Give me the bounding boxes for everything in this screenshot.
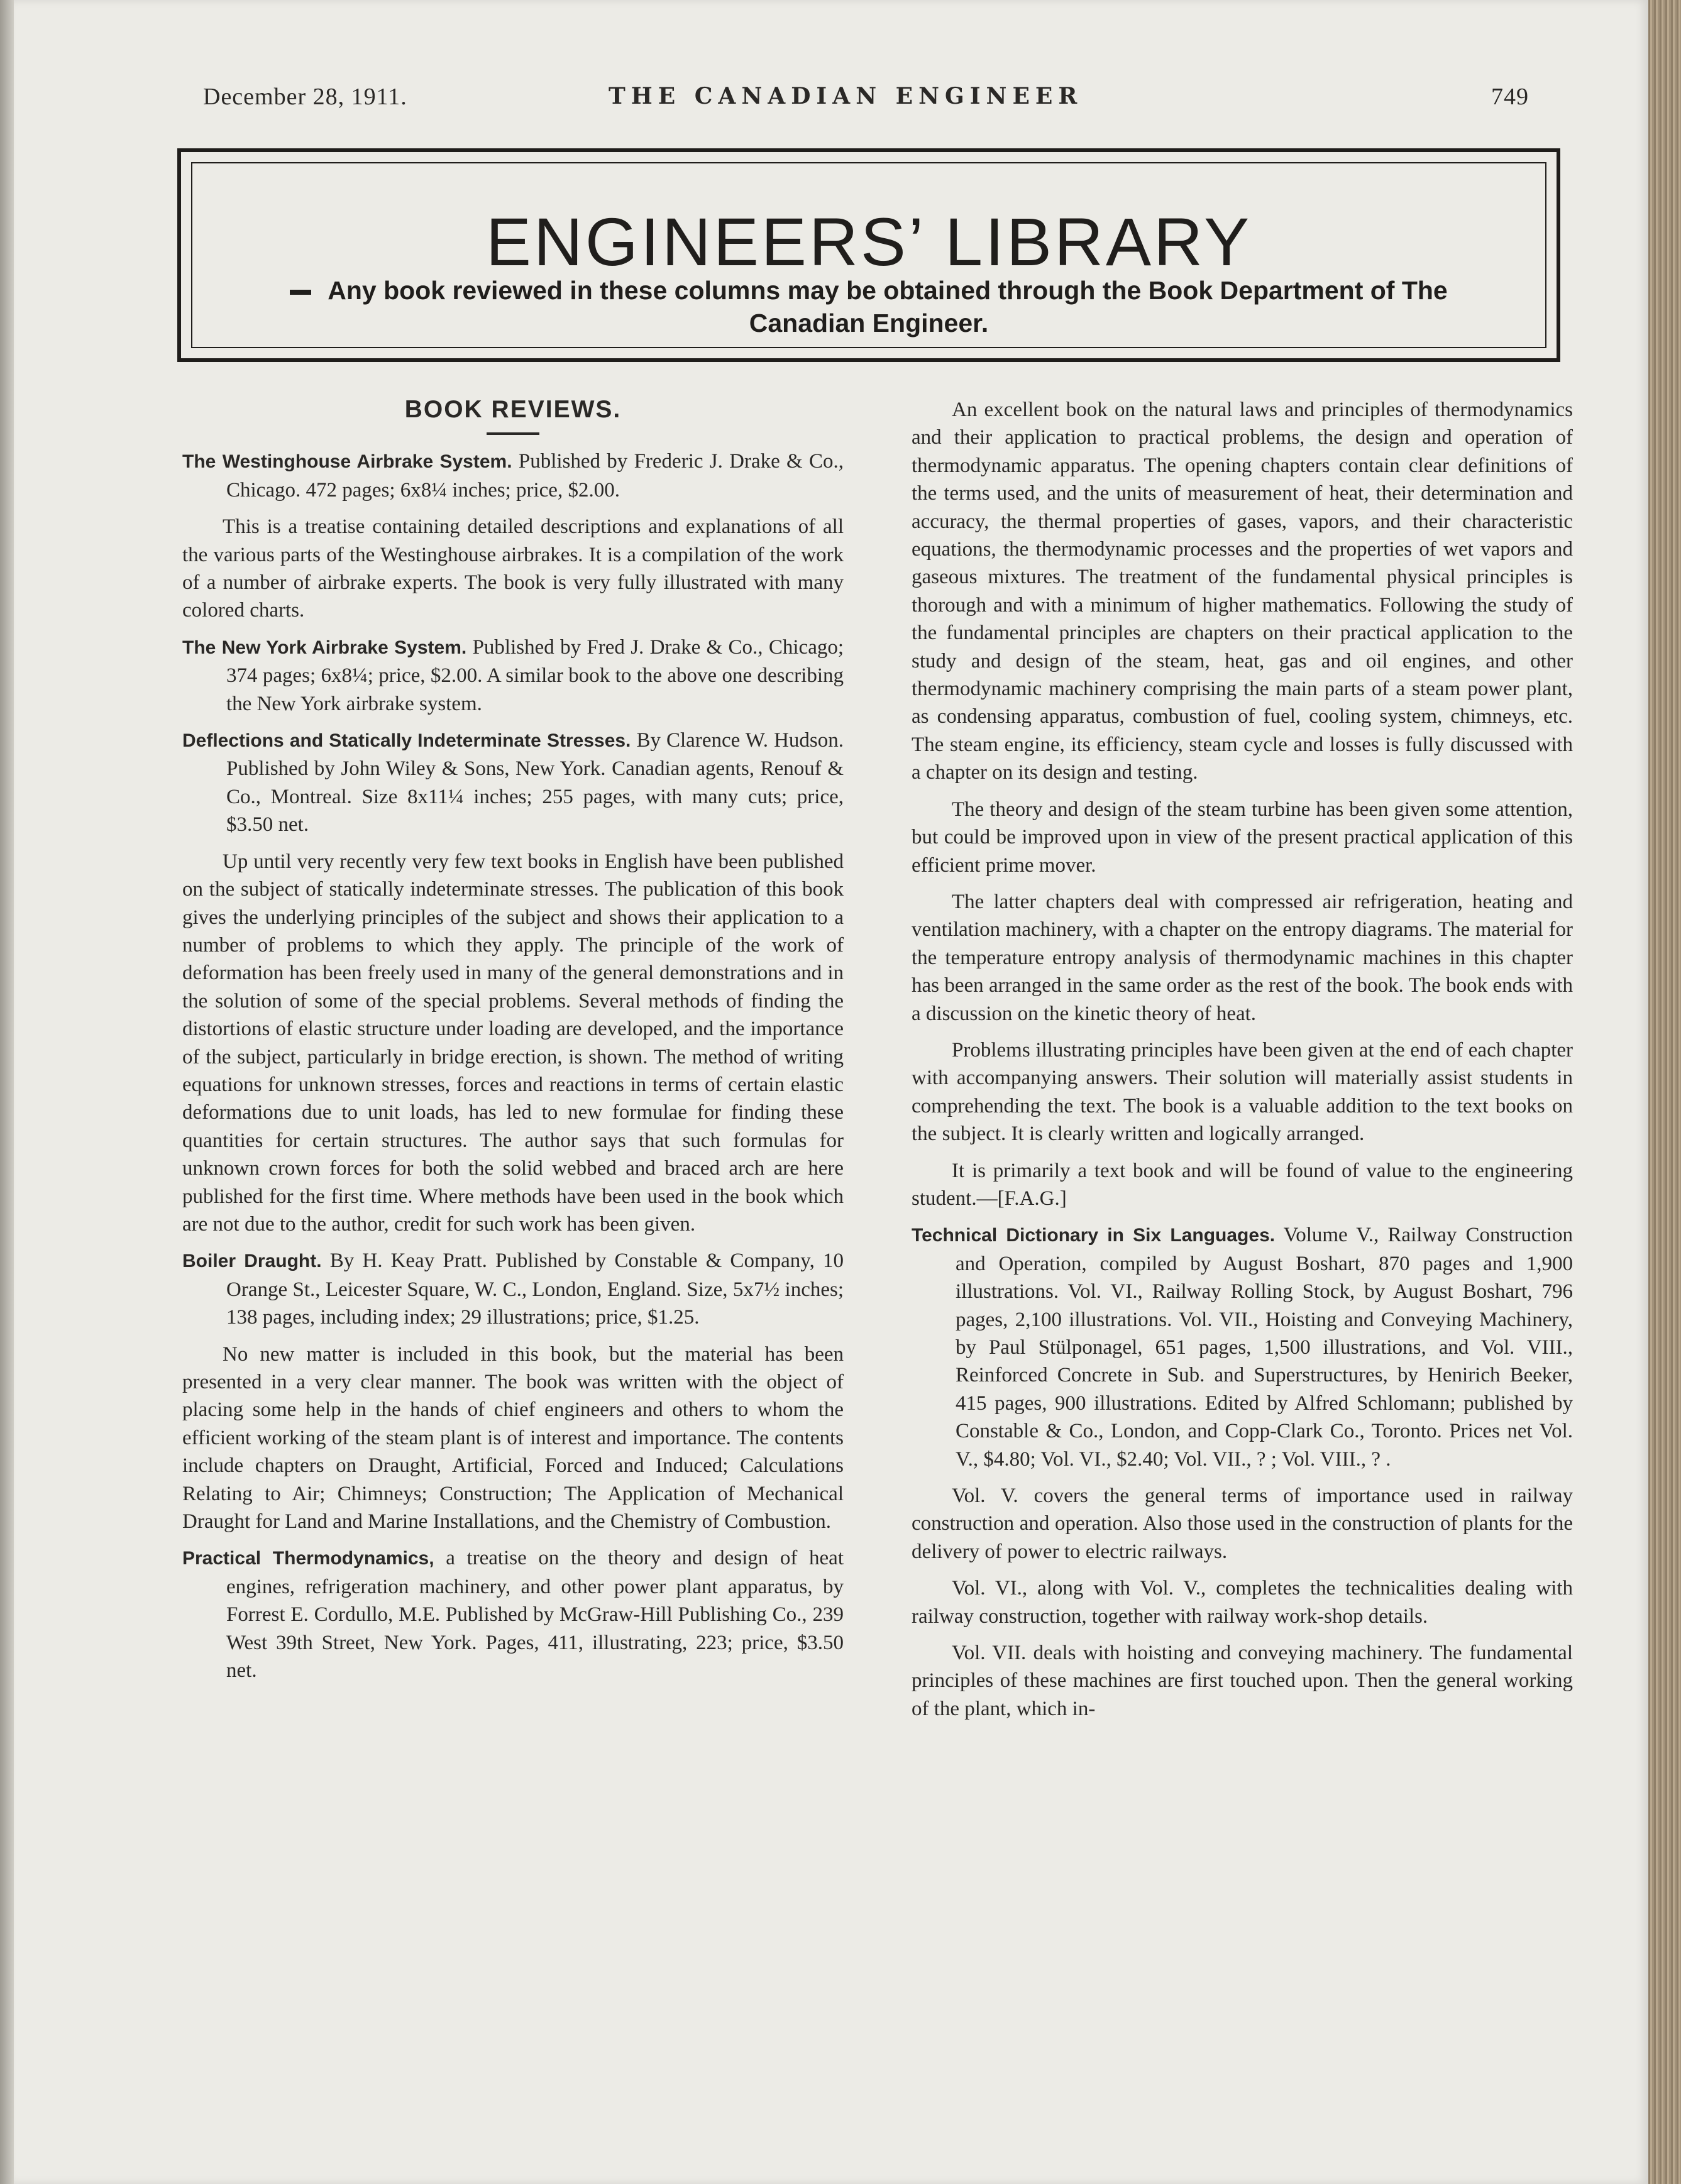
book-details: By H. Keay Pratt. Published by Constable & Company, 10 Orange St., Leicester Square, W. C., London, England. Size, 5x7½ inches; 138 pages, including index; 29 illustrations; price, $1.25. (226, 1249, 844, 1329)
left-column (182, 396, 844, 1693)
review-paragraph: Vol. VII. deals with hoisting and conveying machinery. The fundamental principles of these machines are first touched upon. Then the general working of the plant, which in- (912, 1642, 1573, 1720)
book-review-entry (182, 727, 844, 839)
section-heading: BOOK REVIEWS. (404, 396, 622, 423)
library-banner (177, 148, 1560, 362)
book-details: Published by Frederic J. Drake & Co., Chicago. 472 pages; 6x8¼ inches; price, $2.00. (226, 450, 844, 502)
dash-mark (290, 290, 311, 295)
banner-inner-frame (191, 162, 1546, 348)
review-paragraph: No new matter is included in this book, but the material has been presented in a very clear manner. The book was written with the object of placing some help in the hands of chief engineers and others to whom the efficient working of the steam plant is of interest and importance. The contents include chapters on Draught, Artificial, Forced and Induced; Calculations Relating to Air; Chimneys; Construction; The Application of Mechanical Draught for Land and Marine Installations, and the Chemistry of Combustion. (182, 1342, 844, 1534)
review-paragraph: The theory and design of the steam turbine has been given some attention, but could be improved upon in view of the present practical application of this efficient prime mover. (912, 798, 1573, 877)
review-paragraph: An excellent book on the natural laws and principles of thermodynamics and their application to practical problems, the design and operation of thermodynamic apparatus. The opening chapters contain clear definitions of the terms used, and the units of measurement of heat, their determination and accuracy, the thermal properties of gases, vapors, and their characteristic equations, the thermodynamic processes and the properties of wet vapors and gaseous mixtures. The treatment of the fundamental physical principles is thorough and with a minimum of higher mathematics. Following the study of the fundamental principles are chapters on their practical application to the study and design of the steam, heat, gas and oil engines, and other thermodynamic machinery comprising the main parts of a steam power plant, as condensing apparatus, combustion of fuel, cooling system, chimneys, etc. The steam engine, its efficiency, steam cycle and losses is fully discussed with a chapter on its design and testing. (912, 398, 1573, 784)
review-paragraph: Problems illustrating principles have been given at the end of each chapter with accompanying answers. Their solution will materially assist students in comprehending the text. The book is a valuable addition to the text books on the subject. It is clearly written and logically arranged. (912, 1038, 1573, 1146)
book-details: a treatise on the theory and design of heat engines, refrigeration machinery, and other power plant apparatus, by Forrest E. Cordullo, M.E. Published by McGraw-Hill Publishing Co., 239 West 39th Street, New York. Pages, 411, illustrating, 223; price, $3.50 net. (226, 1547, 844, 1682)
book-title: The New York Airbrake System. (182, 637, 467, 658)
banner-subtitle-text: Any book reviewed in these columns may be obtained through the Book Department of The Canadian Engineer. (328, 276, 1448, 337)
issue-date: December 28, 1911. (203, 84, 407, 110)
book-review-entry (912, 1221, 1573, 1473)
book-details: Published by Fred J. Drake & Co., Chicago; 374 pages; 6x8¼; price, $2.00. A similar book to the above one describing the New York airbrake system. (226, 635, 844, 715)
book-review-entry (182, 1544, 844, 1684)
banner-subtitle (255, 274, 1482, 339)
review-paragraph: Vol. V. covers the general terms of importance used in railway construction and operation. Also those used in the construction of plants for the delivery of power to electric railways. (912, 1484, 1573, 1563)
book-title: The Westinghouse Airbrake System. (182, 451, 512, 473)
review-paragraph: It is primarily a text book and will be found of value to the engineering student.—[F.A.G.] (912, 1159, 1573, 1210)
book-review-entry (182, 1247, 844, 1331)
banner-title: ENGINEERS’ LIBRARY (485, 204, 1252, 280)
review-paragraph: Up until very recently very few text books in English have been published on the subject of statically indeterminate stresses. The publication of this book gives the underlying principles of the subject and shows their application to a number of problems to which they apply. The principle of the work of deformation has been freely used in many of the general demonstrations and in the solution of some of the special problems. Several methods of finding the distortions of elastic structure under loading are developed, and the importance of the subject, particularly in bridge erection, is shown. The method of writing equations for unknown stresses, forces and reactions in terms of certain elastic deformations due to unit loads, has led to new formulae for finding these quantities for certain structures. The author says that such formulas for unknown crown forces for both the solid webbed and braced arch are here published for the first time. Where methods have been used in the book which are not due to the author, credit for such work has been given. (182, 850, 844, 1236)
book-title: Boiler Draught. (182, 1251, 322, 1272)
journal-title: THE CANADIAN ENGINEER (609, 83, 1083, 109)
book-title: Practical Thermodynamics, (182, 1548, 434, 1569)
book-details: By Clarence W. Hudson. Published by John Wiley & Sons, New York. Canadian agents, Renouf & Co., Montreal. Size 8x11¼ inches; 255 pages, with many cuts; price, $3.50 net. (226, 729, 844, 837)
review-paragraph: Vol. VI., along with Vol. V., completes the technicalities dealing with railway construction, together with railway work-shop details. (912, 1577, 1573, 1628)
review-paragraph: The latter chapters deal with compressed air refrigeration, heating and ventilation machinery, with a chapter on the entropy diagrams. The material for the temperature entropy analysis of thermodynamic machines in this chapter has been arranged in the same order as the rest of the book. The book ends with a discussion on the kinetic theory of heat. (912, 890, 1573, 1025)
page-number: 749 (1491, 84, 1529, 110)
heading-rule (487, 432, 539, 435)
right-column-items (912, 396, 1573, 1723)
journal-page (14, 0, 1648, 2184)
book-title: Technical Dictionary in Six Languages. (912, 1225, 1276, 1246)
book-spine-edge (1648, 0, 1681, 2184)
right-column (912, 396, 1573, 1731)
book-details: Volume V., Railway Construction and Operation, compiled by August Boshart, 870 pages and 1,900 illustrations. Vol. VI., Railway Rolling Stock, by August Boshart, 796 pages, 2,100 illustrations. Vol. VII., Hoisting and Conveying Machinery, by Paul Stülponagel, 651 pages, 1,500 illustrations, and Vol. VIII., Reinforced Concrete in Sub. and Superstructures, by Henirich Beeker, 415 pages, 900 illustrations. Edited by Alfred Schlomann; published by Constable & Co., London, and Copp-Clark Co., Toronto. Prices net Vol. V., $4.80; Vol. VI., $2.40; Vol. VII., ? ; Vol. VIII., ? . (956, 1224, 1574, 1471)
left-column-items (182, 447, 844, 1684)
book-review-entry (182, 634, 844, 718)
review-paragraph: This is a treatise containing detailed descriptions and explanations of all the various parts of the Westinghouse airbrakes. It is a compilation of the work of a number of airbrake experts. The book is very fully illustrated with many colored charts. (182, 515, 844, 622)
book-title: Deflections and Statically Indeterminate Stresses. (182, 730, 631, 752)
book-review-entry (182, 447, 844, 504)
